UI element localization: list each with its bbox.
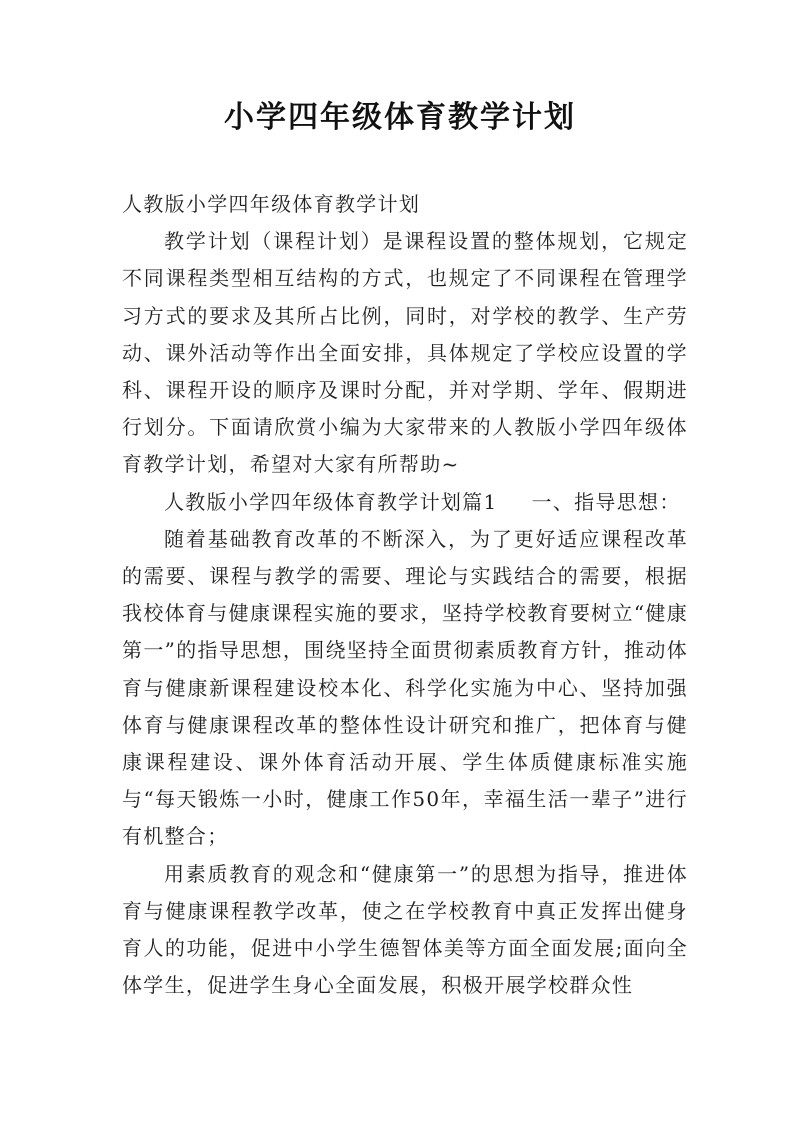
document-body: [122, 186, 688, 1004]
body-paragraph-1: 随着基础教育改革的不断深入，为了更好适应课程改革的需要、课程与教学的需要、理论与实践结合的需要，根据我校体育与健康课程实施的要求，坚持学校教育要树立“健康第一”的指导思想，围绕坚持全面贯彻素质教育方针，推动体育与健康新课程建设校本化、科学化实施为中心、坚持加强体育与健康课程改革的整体性设计研究和推广，把体育与健康课程建设、课外体育活动开展、学生体质健康标准实施与“每天锻炼一小时，健康工作50年，幸福生活一辈子”进行有机整合；: [122, 526, 688, 849]
section-heading: 人教版小学四年级体育教学计划篇1: [164, 489, 498, 514]
document-title: 小学四年级体育教学计划: [224, 100, 576, 135]
section-subheading: 一、指导思想：: [531, 489, 681, 514]
body-paragraph-2: 用素质教育的观念和“健康第一”的思想为指导，推进体育与健康课程教学改革，使之在学校教育中真正发挥出健身育人的功能，促进中小学生德智体美等方面全面发展;面向全体学生，促进学生身心全面发展，积极开展学校群众性: [122, 861, 688, 998]
section-heading-line: [122, 484, 688, 521]
intro-paragraph: 教学计划（课程计划）是课程设置的整体规划，它规定不同课程类型相互结构的方式，也规定了不同课程在管理学习方式的要求及其所占比例，同时，对学校的教学、生产劳动、课外活动等作出全面安排，具体规定了学校应设置的学科、课程开设的顺序及课时分配，并对学期、学年、假期进行划分。下面请欣赏小编为大家带来的人教版小学四年级体育教学计划，希望对大家有所帮助~: [122, 229, 688, 477]
document-subtitle: 人教版小学四年级体育教学计划: [122, 192, 421, 216]
